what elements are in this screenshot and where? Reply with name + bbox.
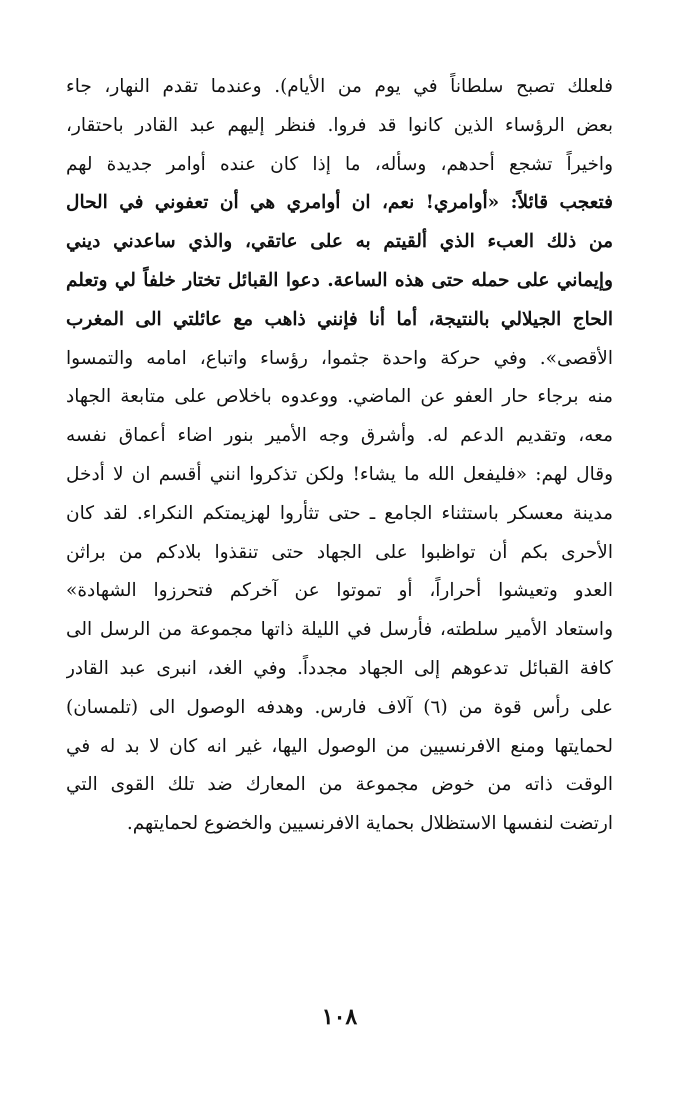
text-line-16: كافة القبائل تدعوهم إلى الجهاد مجدداً. وفي الغد، انبرى عبد القادر (66, 657, 613, 679)
page-number: ١٠٨ (321, 1004, 358, 1030)
text-line-6: وإيماني على حمله حتى هذه الساعة. دعوا القبائل تختار خلفاً لي وتعلم (66, 269, 613, 291)
text-line-2: بعض الرؤساء الذين كانوا قد فروا. فنظر إليهم عبد القادر باحتقار، (66, 114, 613, 136)
text-line-20: ارتضت لنفسها الاستظلال بحماية الافرنسيين والخضوع لحمايتهم. (126, 813, 613, 835)
text-line-1: فلعلك تصبح سلطاناً في يوم من الأيام). وعندما تقدم النهار، جاء (66, 76, 613, 97)
text-line-4: فتعجب قائلاً: «أوامري! نعم، ان أوامري هي أن تعفوني في الحال (66, 192, 613, 214)
text-line-17: على رأس قوة من (٦) آلاف فارس. وهدفه الوصول الى (تلمسان) (66, 696, 613, 718)
text-line-3: واخيراً تشجع أحدهم، وسأله، ما إذا كان عنده أوامر جديدة لهم (66, 153, 613, 175)
text-line-12: مدينة معسكر باستثناء الجامع ـ حتى تثأروا لهزيمتكم النكراء. لقد كان (66, 502, 613, 524)
text-line-19: الوقت ذاته من خوض مجموعة من المعارك ضد تلك القوى التي (66, 774, 613, 796)
text-line-5: من ذلك العبء الذي ألقيتم به على عاتقي، والذي ساعدني ديني (66, 231, 613, 253)
text-line-11: وقال لهم: «فليفعل الله ما يشاء! ولكن تذكروا انني أقسم ان لا أدخل (66, 463, 613, 485)
body-text (66, 68, 613, 844)
text-line-7: الحاج الجيلالي بالنتيجة، أما أنا فإنني ذاهب مع عائلتي الى المغرب (66, 308, 613, 330)
text-line-9: منه برجاء حار العفو عن الماضي. ووعدوه باخلاص على متابعة الجهاد (66, 386, 613, 408)
text-line-10: معه، وتقديم الدعم له. وأشرق وجه الأمير بنور اضاء أعماق نفسه (66, 425, 613, 447)
text-line-15: واستعاد الأمير سلطته، فأرسل في الليلة ذاتها مجموعة من الرسل الى (66, 619, 613, 641)
text-line-13: الأحرى بكم أن تواظبوا على الجهاد حتى تنقذوا بلادكم من براثن (66, 541, 613, 563)
text-line-8: الأقصى». وفي حركة واحدة جثموا، رؤساء واتباع، امامه والتمسوا (66, 347, 613, 369)
text-line-14: العدو وتعيشوا أحراراً، أو تموتوا عن آخركم فتحرزوا الشهادة» (66, 580, 613, 602)
text-line-18: لحمايتها ومنع الافرنسيين من الوصول اليها، غير انه كان لا بد له في (66, 735, 613, 757)
